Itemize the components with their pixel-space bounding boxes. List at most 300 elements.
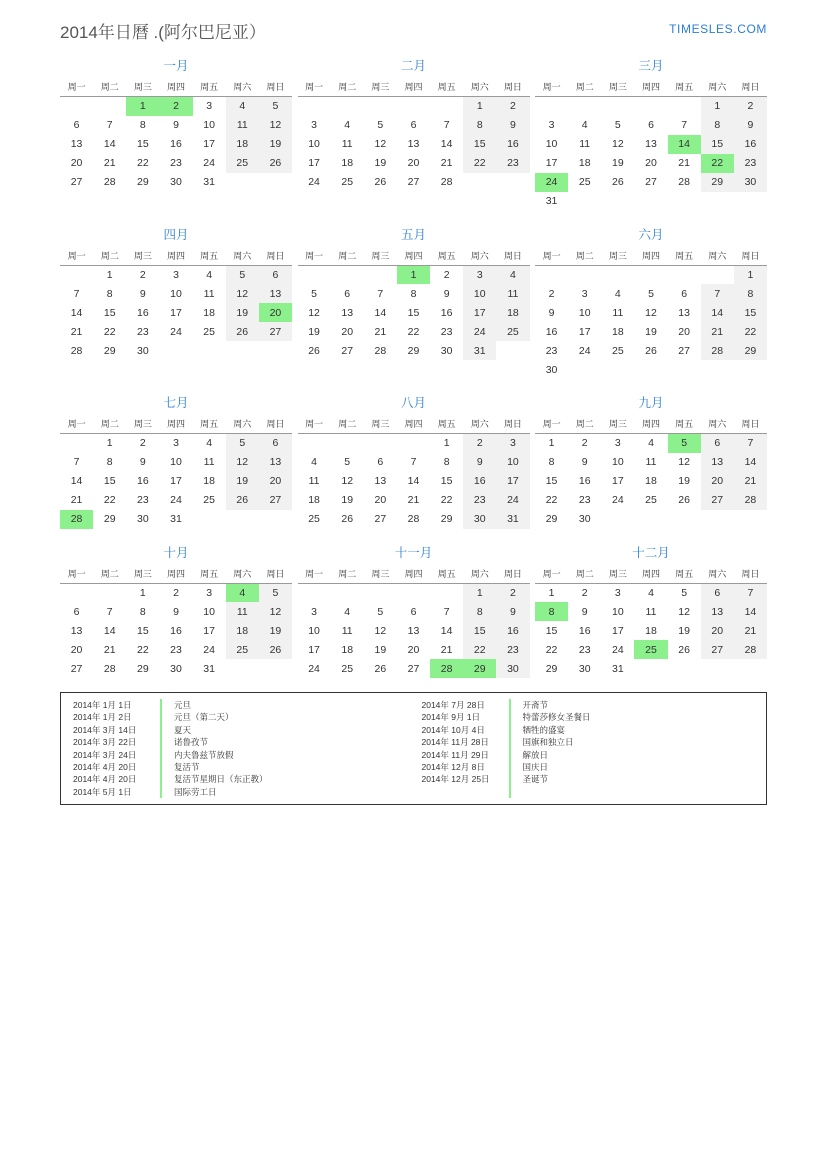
day-cell[interactable]: 13 — [374, 475, 387, 487]
day-cell[interactable]: 15 — [137, 138, 149, 150]
day-cell[interactable]: 13 — [70, 624, 83, 637]
day-cell[interactable]: 4 — [496, 265, 529, 284]
day-cell[interactable]: 14 — [407, 475, 420, 487]
day-cell[interactable]: 24 — [308, 662, 320, 675]
day-cell[interactable]: 23 — [137, 325, 149, 338]
day-cell[interactable]: 2 — [139, 268, 146, 281]
day-cell[interactable]: 23 — [734, 154, 767, 173]
day-cell[interactable]: 5 — [259, 97, 292, 116]
day-cell[interactable]: 17 — [170, 306, 182, 319]
day-cell[interactable]: 28 — [103, 662, 116, 675]
day-cell[interactable]: 14 — [374, 306, 387, 319]
day-cell-holiday[interactable]: 8 — [535, 602, 568, 621]
day-cell[interactable]: 12 — [374, 624, 387, 637]
day-cell[interactable]: 21 — [374, 325, 387, 338]
day-cell[interactable]: 27 — [701, 640, 734, 659]
day-cell[interactable]: 11 — [579, 138, 591, 150]
day-cell[interactable]: 4 — [226, 97, 259, 116]
day-cell[interactable]: 23 — [170, 643, 182, 656]
day-cell[interactable]: 13 — [259, 453, 292, 472]
day-cell[interactable]: 25 — [496, 322, 529, 341]
day-cell[interactable]: 18 — [612, 325, 624, 338]
day-cell[interactable]: 20 — [645, 157, 657, 169]
day-cell[interactable]: 5 — [681, 586, 688, 599]
day-cell[interactable]: 16 — [496, 135, 529, 154]
day-cell[interactable]: 12 — [645, 306, 657, 319]
day-cell[interactable]: 3 — [581, 287, 588, 300]
day-cell[interactable]: 2 — [173, 586, 179, 599]
day-cell[interactable]: 2 — [496, 97, 529, 116]
day-cell[interactable]: 27 — [259, 322, 292, 341]
day-cell[interactable]: 15 — [440, 475, 453, 487]
day-cell[interactable]: 16 — [578, 624, 591, 637]
day-cell[interactable]: 4 — [206, 437, 213, 450]
day-cell-holiday[interactable]: 28 — [430, 659, 463, 678]
day-cell[interactable]: 20 — [341, 325, 354, 338]
day-cell[interactable]: 8 — [139, 119, 146, 131]
day-cell[interactable]: 4 — [344, 119, 351, 131]
day-cell[interactable]: 10 — [203, 119, 215, 131]
day-cell[interactable]: 15 — [137, 624, 149, 637]
day-cell[interactable]: 10 — [463, 284, 496, 303]
day-cell[interactable]: 3 — [173, 437, 179, 450]
day-cell[interactable]: 21 — [734, 621, 767, 640]
day-cell[interactable]: 17 — [170, 475, 182, 487]
day-cell[interactable]: 25 — [341, 662, 354, 675]
day-cell[interactable]: 6 — [259, 265, 292, 284]
day-cell[interactable]: 6 — [701, 583, 734, 602]
day-cell[interactable]: 12 — [678, 456, 690, 468]
day-cell[interactable]: 24 — [463, 322, 496, 341]
day-cell[interactable]: 30 — [734, 173, 767, 192]
day-cell[interactable]: 25 — [578, 176, 591, 188]
day-cell[interactable]: 27 — [259, 491, 292, 510]
day-cell[interactable]: 27 — [678, 344, 690, 357]
day-cell[interactable]: 11 — [612, 306, 624, 319]
day-cell[interactable]: 22 — [440, 494, 453, 506]
day-cell[interactable]: 11 — [645, 456, 657, 468]
day-cell[interactable]: 15 — [734, 303, 767, 322]
day-cell[interactable]: 18 — [226, 621, 259, 640]
day-cell[interactable]: 21 — [701, 322, 734, 341]
day-cell[interactable]: 19 — [259, 135, 292, 154]
day-cell[interactable]: 28 — [734, 640, 767, 659]
day-cell[interactable]: 16 — [170, 138, 182, 150]
day-cell[interactable]: 2 — [548, 287, 555, 300]
day-cell[interactable]: 1 — [548, 586, 555, 599]
day-cell[interactable]: 15 — [701, 135, 734, 154]
day-cell[interactable]: 12 — [259, 602, 292, 621]
day-cell[interactable]: 13 — [645, 138, 657, 150]
day-cell[interactable]: 12 — [374, 138, 387, 150]
day-cell[interactable]: 6 — [377, 456, 384, 468]
day-cell[interactable]: 27 — [407, 662, 420, 675]
day-cell[interactable]: 26 — [374, 662, 387, 675]
day-cell[interactable]: 16 — [137, 475, 149, 487]
day-cell[interactable]: 29 — [545, 513, 558, 525]
day-cell[interactable]: 15 — [463, 621, 496, 640]
day-cell[interactable]: 11 — [496, 284, 529, 303]
day-cell[interactable]: 1 — [463, 583, 496, 602]
day-cell[interactable]: 8 — [734, 284, 767, 303]
day-cell[interactable]: 10 — [170, 287, 182, 300]
day-cell[interactable]: 19 — [678, 475, 690, 487]
day-cell[interactable]: 14 — [440, 138, 453, 150]
day-cell[interactable]: 9 — [496, 116, 529, 135]
day-cell[interactable]: 22 — [463, 640, 496, 659]
day-cell[interactable]: 19 — [374, 157, 387, 169]
day-cell[interactable]: 23 — [170, 157, 182, 169]
day-cell[interactable]: 28 — [678, 176, 690, 188]
day-cell[interactable]: 8 — [443, 456, 450, 468]
day-cell[interactable]: 13 — [701, 453, 734, 472]
day-cell[interactable]: 6 — [73, 605, 80, 618]
day-cell[interactable]: 20 — [407, 643, 420, 656]
day-cell[interactable]: 25 — [341, 176, 354, 188]
day-cell[interactable]: 30 — [463, 510, 496, 529]
day-cell-holiday[interactable]: 5 — [668, 434, 701, 453]
day-cell[interactable]: 9 — [139, 287, 146, 300]
day-cell[interactable]: 14 — [734, 602, 767, 621]
day-cell[interactable]: 20 — [701, 472, 734, 491]
day-cell[interactable]: 28 — [374, 344, 387, 357]
day-cell[interactable]: 7 — [410, 456, 417, 468]
day-cell[interactable]: 16 — [463, 472, 496, 491]
day-cell[interactable]: 16 — [137, 306, 149, 319]
day-cell[interactable]: 29 — [701, 173, 734, 192]
day-cell[interactable]: 12 — [612, 138, 624, 150]
day-cell[interactable]: 6 — [701, 434, 734, 453]
day-cell[interactable]: 6 — [648, 119, 654, 131]
day-cell[interactable]: 8 — [701, 116, 734, 135]
day-cell[interactable]: 19 — [308, 325, 320, 338]
day-cell[interactable]: 19 — [645, 325, 657, 338]
day-cell[interactable]: 9 — [548, 306, 555, 319]
day-cell[interactable]: 21 — [70, 494, 83, 506]
day-cell[interactable]: 21 — [678, 157, 690, 169]
day-cell[interactable]: 2 — [139, 437, 146, 450]
day-cell[interactable]: 22 — [103, 325, 116, 338]
day-cell-holiday[interactable]: 20 — [259, 303, 292, 322]
day-cell[interactable]: 25 — [645, 494, 657, 506]
day-cell[interactable]: 7 — [443, 605, 450, 618]
day-cell[interactable]: 19 — [341, 494, 354, 506]
day-cell[interactable]: 31 — [463, 341, 496, 360]
day-cell-holiday[interactable]: 1 — [126, 97, 159, 116]
day-cell[interactable]: 17 — [496, 472, 529, 491]
day-cell[interactable]: 2 — [443, 268, 450, 281]
day-cell[interactable]: 24 — [612, 494, 624, 506]
day-cell[interactable]: 24 — [170, 494, 182, 506]
day-cell-holiday[interactable]: 2 — [159, 97, 192, 116]
day-cell[interactable]: 15 — [103, 475, 116, 487]
day-cell[interactable]: 19 — [226, 472, 259, 491]
day-cell[interactable]: 16 — [440, 306, 453, 319]
day-cell[interactable]: 13 — [701, 602, 734, 621]
day-cell[interactable]: 20 — [374, 494, 387, 506]
day-cell[interactable]: 4 — [311, 456, 317, 468]
day-cell[interactable]: 19 — [374, 643, 387, 656]
day-cell-holiday[interactable]: 25 — [634, 640, 667, 659]
day-cell[interactable]: 25 — [612, 344, 624, 357]
day-cell[interactable]: 24 — [203, 157, 215, 169]
day-cell[interactable]: 14 — [70, 306, 83, 319]
day-cell[interactable]: 19 — [259, 621, 292, 640]
day-cell[interactable]: 5 — [311, 287, 317, 300]
day-cell[interactable]: 13 — [70, 138, 83, 150]
day-cell[interactable]: 25 — [203, 494, 215, 506]
day-cell[interactable]: 24 — [578, 344, 591, 357]
day-cell[interactable]: 26 — [226, 491, 259, 510]
day-cell[interactable]: 4 — [344, 605, 351, 618]
day-cell[interactable]: 24 — [612, 643, 624, 656]
day-cell[interactable]: 9 — [443, 287, 450, 300]
day-cell[interactable]: 9 — [173, 605, 179, 618]
day-cell[interactable]: 9 — [734, 116, 767, 135]
day-cell[interactable]: 20 — [678, 325, 690, 338]
day-cell[interactable]: 15 — [463, 135, 496, 154]
day-cell[interactable]: 8 — [463, 116, 496, 135]
day-cell[interactable]: 6 — [681, 287, 688, 300]
day-cell[interactable]: 5 — [648, 287, 654, 300]
day-cell-holiday[interactable]: 1 — [397, 265, 430, 284]
day-cell-holiday[interactable]: 24 — [535, 173, 568, 192]
day-cell[interactable]: 28 — [407, 513, 420, 525]
day-cell[interactable]: 11 — [203, 456, 215, 468]
day-cell[interactable]: 10 — [496, 453, 529, 472]
day-cell[interactable]: 8 — [106, 456, 113, 468]
day-cell[interactable]: 18 — [203, 306, 215, 319]
day-cell[interactable]: 1 — [106, 437, 113, 450]
day-cell[interactable]: 22 — [103, 494, 116, 506]
day-cell[interactable]: 26 — [341, 513, 354, 525]
day-cell[interactable]: 23 — [578, 643, 591, 656]
day-cell[interactable]: 30 — [137, 513, 149, 525]
day-cell[interactable]: 6 — [259, 434, 292, 453]
day-cell[interactable]: 17 — [203, 138, 215, 150]
day-cell[interactable]: 28 — [734, 491, 767, 510]
day-cell[interactable]: 1 — [734, 265, 767, 284]
day-cell[interactable]: 15 — [103, 306, 116, 319]
day-cell[interactable]: 3 — [173, 268, 179, 281]
day-cell[interactable]: 27 — [341, 344, 354, 357]
day-cell[interactable]: 19 — [226, 303, 259, 322]
day-cell[interactable]: 25 — [226, 640, 259, 659]
day-cell[interactable]: 21 — [70, 325, 83, 338]
day-cell[interactable]: 3 — [548, 119, 555, 131]
day-cell[interactable]: 17 — [612, 475, 624, 487]
day-cell[interactable]: 22 — [734, 322, 767, 341]
day-cell[interactable]: 15 — [545, 624, 558, 637]
day-cell[interactable]: 26 — [226, 322, 259, 341]
day-cell[interactable]: 31 — [496, 510, 529, 529]
day-cell[interactable]: 7 — [681, 119, 688, 131]
day-cell[interactable]: 16 — [496, 621, 529, 640]
day-cell[interactable]: 11 — [308, 475, 320, 487]
day-cell[interactable]: 12 — [308, 306, 320, 319]
day-cell[interactable]: 22 — [137, 643, 149, 656]
day-cell[interactable]: 13 — [407, 624, 420, 637]
day-cell[interactable]: 24 — [308, 176, 320, 188]
day-cell[interactable]: 26 — [308, 344, 320, 357]
day-cell[interactable]: 5 — [377, 605, 384, 618]
day-cell[interactable]: 22 — [545, 494, 558, 506]
day-cell[interactable]: 11 — [341, 138, 353, 150]
day-cell[interactable]: 24 — [496, 491, 529, 510]
day-cell-holiday[interactable]: 14 — [668, 135, 701, 154]
day-cell[interactable]: 6 — [410, 119, 417, 131]
day-cell[interactable]: 2 — [581, 437, 588, 450]
day-cell[interactable]: 10 — [170, 456, 182, 468]
day-cell[interactable]: 18 — [226, 135, 259, 154]
day-cell[interactable]: 10 — [308, 138, 320, 150]
day-cell[interactable]: 27 — [407, 176, 420, 188]
day-cell[interactable]: 29 — [103, 344, 116, 357]
day-cell[interactable]: 22 — [407, 325, 420, 338]
day-cell[interactable]: 14 — [701, 303, 734, 322]
day-cell[interactable]: 14 — [70, 475, 83, 487]
day-cell[interactable]: 7 — [377, 287, 384, 300]
day-cell[interactable]: 30 — [578, 662, 591, 675]
day-cell[interactable]: 8 — [139, 605, 146, 618]
day-cell[interactable]: 8 — [410, 287, 417, 300]
day-cell[interactable]: 30 — [496, 659, 529, 678]
day-cell[interactable]: 17 — [203, 624, 215, 637]
day-cell[interactable]: 3 — [614, 586, 621, 599]
day-cell[interactable]: 12 — [226, 453, 259, 472]
day-cell[interactable]: 30 — [170, 176, 182, 188]
day-cell[interactable]: 20 — [701, 621, 734, 640]
day-cell[interactable]: 5 — [226, 434, 259, 453]
day-cell[interactable]: 25 — [226, 154, 259, 173]
day-cell[interactable]: 15 — [407, 306, 420, 319]
day-cell[interactable]: 23 — [496, 640, 529, 659]
day-cell[interactable]: 9 — [581, 605, 588, 618]
day-cell[interactable]: 8 — [463, 602, 496, 621]
day-cell[interactable]: 11 — [226, 602, 259, 621]
day-cell[interactable]: 14 — [103, 138, 116, 150]
day-cell[interactable]: 4 — [581, 119, 588, 131]
day-cell[interactable]: 30 — [578, 513, 591, 525]
day-cell[interactable]: 25 — [308, 513, 320, 525]
day-cell[interactable]: 20 — [70, 157, 83, 169]
day-cell[interactable]: 9 — [173, 119, 179, 131]
day-cell[interactable]: 20 — [407, 157, 420, 169]
day-cell[interactable]: 19 — [612, 157, 624, 169]
day-cell[interactable]: 29 — [545, 662, 558, 675]
day-cell[interactable]: 18 — [578, 157, 591, 169]
day-cell[interactable]: 18 — [341, 157, 354, 169]
day-cell[interactable]: 23 — [578, 494, 591, 506]
day-cell[interactable]: 16 — [578, 475, 591, 487]
day-cell[interactable]: 2 — [581, 586, 588, 599]
day-cell[interactable]: 10 — [612, 456, 624, 468]
day-cell[interactable]: 13 — [341, 306, 354, 319]
day-cell[interactable]: 23 — [496, 154, 529, 173]
day-cell[interactable]: 26 — [678, 643, 690, 656]
day-cell[interactable]: 29 — [137, 176, 149, 188]
day-cell[interactable]: 13 — [407, 138, 420, 150]
day-cell[interactable]: 18 — [645, 624, 657, 637]
day-cell[interactable]: 17 — [612, 624, 624, 637]
day-cell[interactable]: 9 — [139, 456, 146, 468]
day-cell[interactable]: 11 — [645, 605, 657, 618]
day-cell[interactable]: 10 — [578, 306, 591, 319]
day-cell[interactable]: 12 — [259, 116, 292, 135]
day-cell[interactable]: 1 — [106, 268, 113, 281]
day-cell[interactable]: 27 — [70, 662, 83, 675]
day-cell[interactable]: 6 — [73, 119, 80, 131]
day-cell[interactable]: 1 — [443, 437, 450, 450]
day-cell[interactable]: 31 — [545, 195, 558, 207]
day-cell[interactable]: 17 — [545, 157, 558, 169]
day-cell[interactable]: 19 — [678, 624, 690, 637]
day-cell[interactable]: 10 — [308, 624, 320, 637]
day-cell[interactable]: 8 — [106, 287, 113, 300]
day-cell[interactable]: 3 — [463, 265, 496, 284]
day-cell[interactable]: 17 — [578, 325, 591, 338]
day-cell[interactable]: 24 — [203, 643, 215, 656]
day-cell[interactable]: 28 — [440, 176, 453, 188]
day-cell[interactable]: 28 — [70, 344, 83, 357]
day-cell[interactable]: 31 — [203, 662, 215, 675]
day-cell[interactable]: 14 — [103, 624, 116, 637]
day-cell[interactable]: 11 — [341, 624, 353, 637]
day-cell[interactable]: 26 — [612, 176, 624, 188]
day-cell[interactable]: 10 — [203, 605, 215, 618]
day-cell[interactable]: 27 — [701, 491, 734, 510]
day-cell[interactable]: 14 — [734, 453, 767, 472]
day-cell[interactable]: 5 — [614, 119, 621, 131]
day-cell[interactable]: 18 — [645, 475, 657, 487]
day-cell[interactable]: 13 — [259, 284, 292, 303]
day-cell[interactable]: 30 — [137, 344, 149, 357]
day-cell[interactable]: 1 — [139, 586, 146, 599]
day-cell[interactable]: 26 — [645, 344, 657, 357]
day-cell[interactable]: 28 — [103, 176, 116, 188]
day-cell[interactable]: 12 — [226, 284, 259, 303]
day-cell[interactable]: 16 — [545, 325, 558, 338]
day-cell[interactable]: 5 — [259, 583, 292, 602]
day-cell[interactable]: 6 — [410, 605, 417, 618]
day-cell[interactable]: 7 — [701, 284, 734, 303]
day-cell[interactable]: 18 — [308, 494, 320, 506]
day-cell[interactable]: 31 — [170, 513, 182, 525]
day-cell[interactable]: 20 — [259, 472, 292, 491]
day-cell[interactable]: 11 — [203, 287, 215, 300]
day-cell[interactable]: 9 — [581, 456, 588, 468]
day-cell[interactable]: 4 — [206, 268, 213, 281]
day-cell[interactable]: 29 — [734, 341, 767, 360]
day-cell[interactable]: 4 — [614, 287, 621, 300]
day-cell[interactable]: 29 — [103, 513, 116, 525]
day-cell[interactable]: 9 — [496, 602, 529, 621]
day-cell[interactable]: 22 — [137, 157, 149, 169]
day-cell[interactable]: 21 — [440, 643, 453, 656]
day-cell[interactable]: 8 — [548, 456, 555, 468]
day-cell[interactable]: 23 — [440, 325, 453, 338]
day-cell[interactable]: 4 — [648, 437, 654, 450]
day-cell[interactable]: 7 — [443, 119, 450, 131]
day-cell[interactable]: 12 — [678, 605, 690, 618]
day-cell[interactable]: 2 — [734, 97, 767, 116]
day-cell[interactable]: 31 — [612, 662, 624, 675]
day-cell[interactable]: 15 — [545, 475, 558, 487]
day-cell[interactable]: 10 — [612, 605, 624, 618]
day-cell[interactable]: 3 — [311, 605, 317, 618]
day-cell[interactable]: 27 — [374, 513, 387, 525]
day-cell[interactable]: 22 — [545, 643, 558, 656]
